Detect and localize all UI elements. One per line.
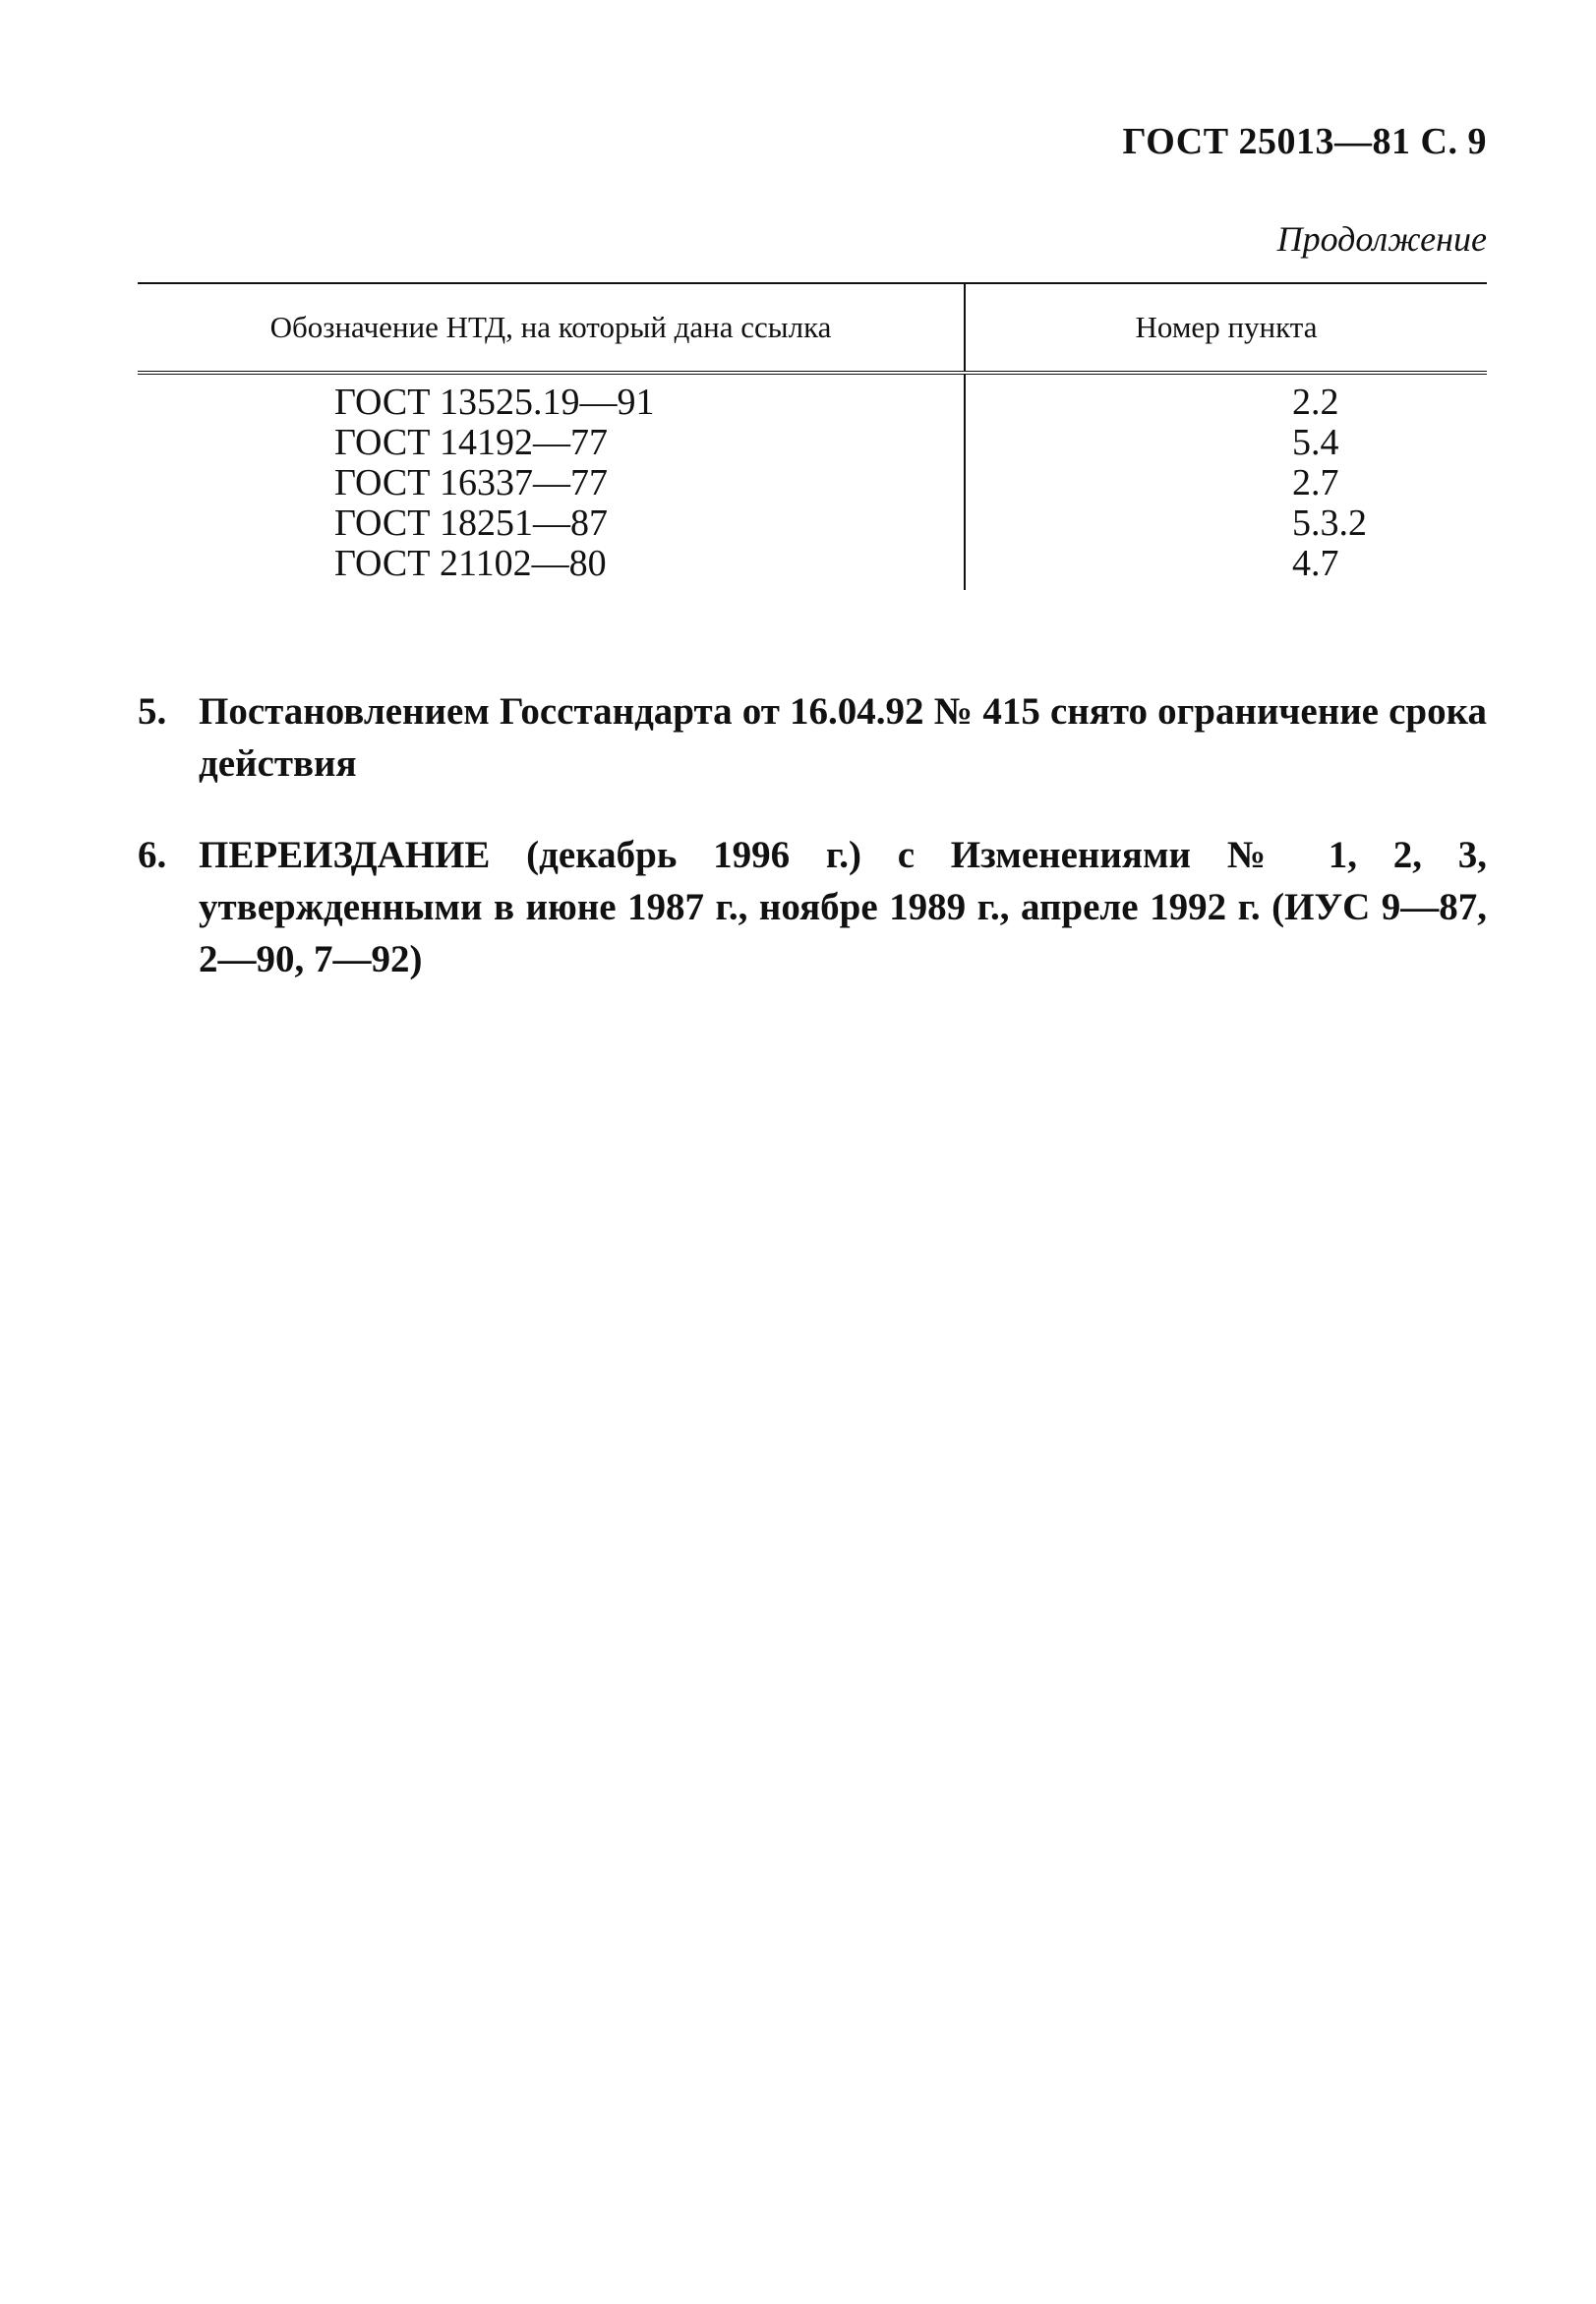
document-cell: ГОСТ 21102—80 bbox=[138, 544, 965, 590]
column-header-clause: Номер пункта bbox=[965, 283, 1487, 373]
item-6 bbox=[138, 829, 1487, 985]
item-5 bbox=[138, 685, 1487, 790]
clause-cell: 5.4 bbox=[1292, 422, 1339, 463]
table-row bbox=[138, 373, 1487, 423]
continuation-label: Продолжение bbox=[1276, 219, 1487, 259]
column-header-document: Обозначение НТД, на который дана ссылка bbox=[138, 283, 965, 373]
table-row bbox=[138, 423, 1487, 463]
clause-cell: 2.7 bbox=[1292, 462, 1339, 503]
clause-cell: 4.7 bbox=[1292, 543, 1339, 584]
clause-cell: 5.3.2 bbox=[1292, 502, 1367, 544]
table-row bbox=[138, 544, 1487, 590]
document-cell: ГОСТ 18251—87 bbox=[138, 503, 965, 544]
item-number: 6. bbox=[138, 834, 167, 876]
item-text: ПЕРЕИЗДАНИЕ (декабрь 1996 г.) с Изменениями № 1, 2, 3, утвержденными в июне 1987 г., ноябре 1989 г., апреле 1992 г. (ИУС 9—87, 2—90, 7—92) bbox=[199, 834, 1487, 980]
document-cell: ГОСТ 14192—77 bbox=[138, 423, 965, 463]
table-row bbox=[138, 503, 1487, 544]
item-text: Постановлением Госстандарта от 16.04.92 № 415 снято ограничение срока действия bbox=[199, 690, 1487, 785]
table-header-row bbox=[138, 283, 1487, 373]
item-number: 5. bbox=[138, 690, 167, 733]
document-cell: ГОСТ 16337—77 bbox=[138, 463, 965, 503]
reference-table bbox=[138, 282, 1487, 590]
clause-cell: 2.2 bbox=[1292, 382, 1339, 423]
reference-table-grid bbox=[138, 282, 1487, 590]
page-title: ГОСТ 25013—81 С. 9 bbox=[1122, 121, 1487, 162]
table-row bbox=[138, 463, 1487, 503]
document-cell: ГОСТ 13525.19—91 bbox=[138, 373, 965, 423]
